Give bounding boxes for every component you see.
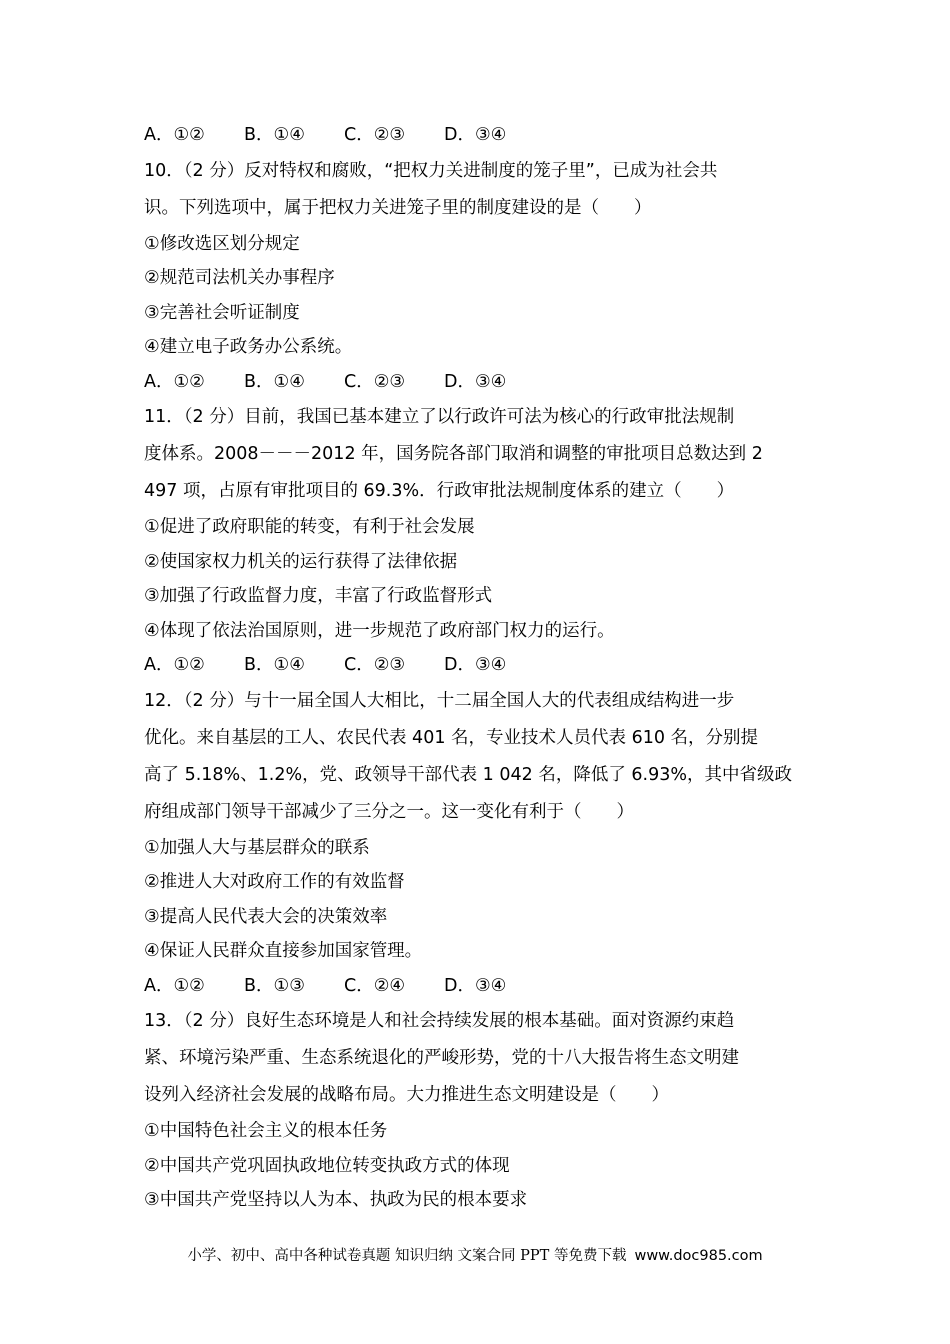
question-text-line: 设列入经济社会发展的战略布局。大力推进生态文明建设是（ ） — [144, 1085, 669, 1105]
statement-item: ③提高人民代表大会的决策效率 — [144, 906, 388, 927]
document-body — [144, 118, 814, 1218]
statement-item: ③加强了行政监督力度，丰富了行政监督形式 — [144, 586, 493, 606]
question-text-line: 紧、环境污染严重、生态系统退化的严峻形势，党的十八大报告将生态文明建 — [144, 1048, 739, 1068]
option-a: A．①② — [144, 371, 205, 392]
question-text-line: 13．（2 分）良好生态环境是人和社会持续发展的根本基础。面对资源约束趋 — [144, 1011, 735, 1031]
statement-item: ①中国特色社会主义的根本任务 — [144, 1121, 388, 1141]
question-12 — [144, 683, 814, 1004]
statement-item: ②推进人大对政府工作的有效监督 — [144, 872, 405, 892]
statement-item: ①促进了政府职能的转变，有利于社会发展 — [144, 517, 475, 537]
option-a: A．①② — [144, 975, 205, 996]
footer-text: 小学、初中、高中各种试卷真题 知识归纳 文案合同 PPT 等免费下载 — [187, 1248, 627, 1264]
statement-item: ①加强人大与基层群众的联系 — [144, 837, 370, 858]
statement-item: ③中国共产党坚持以人为本、执政为民的根本要求 — [144, 1190, 528, 1210]
question-text-line: 府组成部门领导干部减少了三分之一。这一变化有利于（ ） — [144, 801, 634, 822]
page-footer — [0, 1244, 950, 1265]
question-text-line: 识。下列选项中，属于把权力关进笼子里的制度建设的是（ ） — [144, 197, 652, 218]
option-d: D．③④ — [444, 655, 507, 675]
statement-item: ④保证人民群众直接参加国家管理。 — [144, 941, 423, 961]
question-text-line: 12．（2 分）与十一届全国人大相比，十二届全国人大的代表组成结构进一步 — [144, 690, 735, 711]
statement-item: ①修改选区划分规定 — [144, 233, 300, 254]
question-text-line: 优化。来自基层的工人、农民代表 401 名，专业技术人员代表 610 名，分别提 — [144, 727, 759, 748]
statement-item: ④体现了依法治国原则，进一步规范了政府部门权力的运行。 — [144, 620, 615, 641]
option-c: C．②④ — [344, 975, 406, 996]
answer-options — [144, 648, 814, 683]
statement-item: ③完善社会听证制度 — [144, 302, 300, 323]
option-b: B．①③ — [244, 975, 305, 996]
answer-options — [144, 365, 814, 400]
question-text-line: 度体系。2008－－－2012 年，国务院各部门取消和调整的审批项目总数达到 2 — [144, 444, 763, 464]
question-text-line: 10．（2 分）反对特权和腐败，“把权力关进制度的笼子里”，已成为社会共 — [144, 160, 718, 181]
option-d: D．③④ — [444, 975, 507, 996]
question-13 — [144, 1003, 814, 1218]
statement-item: ②规范司法机关办事程序 — [144, 268, 335, 288]
option-b: B．①④ — [244, 125, 305, 145]
question-text-line: 11．（2 分）目前，我国已基本建立了以行政许可法为核心的行政审批法规制 — [144, 407, 735, 427]
statement-item: ④建立电子政务办公系统。 — [144, 337, 353, 357]
question-text-line: 高了 5.18%、1.2%，党、政领导干部代表 1 042 名，降低了 6.93%，其中省级政 — [144, 764, 792, 785]
option-a: A．①② — [144, 125, 205, 145]
option-b: B．①④ — [244, 655, 305, 675]
option-a: A．①② — [144, 655, 205, 675]
option-b: B．①④ — [244, 371, 305, 392]
answer-options — [144, 969, 814, 1004]
statement-item: ②使国家权力机关的运行获得了法律依据 — [144, 551, 458, 572]
option-d: D．③④ — [444, 371, 507, 392]
question-11 — [144, 399, 814, 683]
footer-link[interactable]: www.doc985.com — [634, 1248, 763, 1264]
question-10 — [144, 153, 814, 400]
option-c: C．②③ — [344, 125, 406, 145]
option-d: D．③④ — [444, 125, 507, 145]
option-c: C．②③ — [344, 655, 406, 675]
answer-options — [144, 118, 814, 153]
statement-item: ②中国共产党巩固执政地位转变执政方式的体现 — [144, 1155, 510, 1176]
question-text-line: 497 项，占原有审批项目的 69.3%．行政审批法规制度体系的建立（ ） — [144, 481, 735, 501]
option-c: C．②③ — [344, 371, 406, 392]
